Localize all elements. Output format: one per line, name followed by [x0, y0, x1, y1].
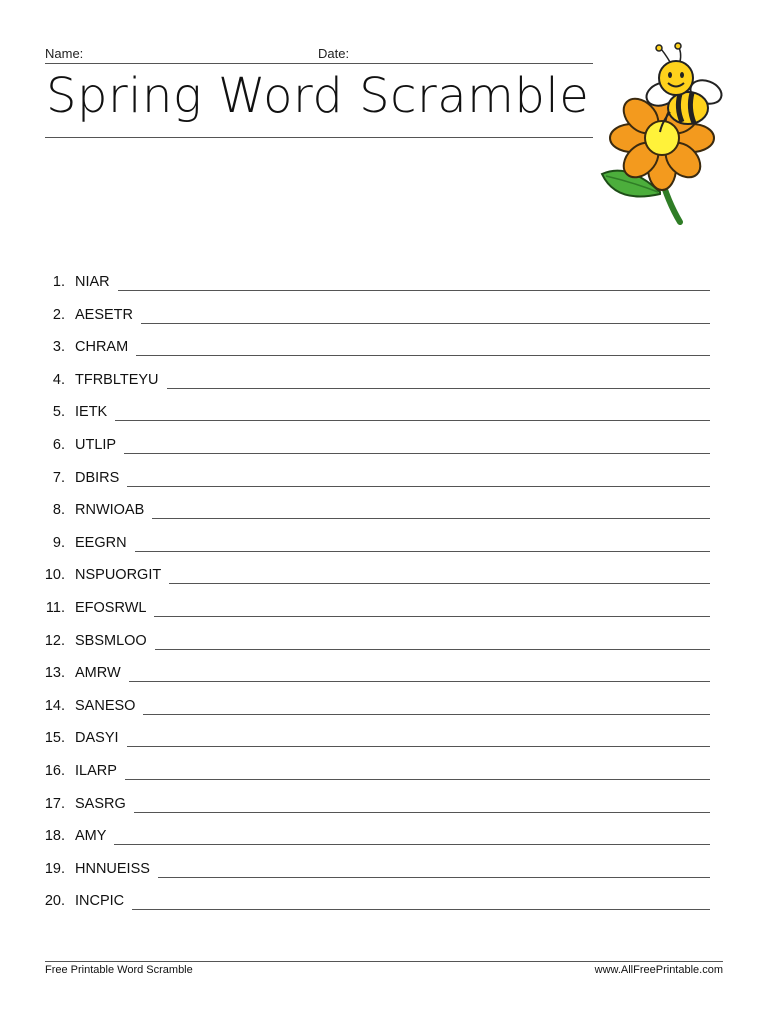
answer-line[interactable] — [143, 713, 710, 715]
list-item — [0, 456, 768, 488]
scrambled-word: INCPIC — [75, 893, 125, 910]
list-item — [0, 260, 768, 292]
scrambled-word: ILARP — [75, 763, 117, 779]
answer-line[interactable] — [125, 778, 710, 780]
answer-line[interactable] — [132, 908, 710, 910]
item-number: 8. — [52, 502, 65, 519]
date-label: Date: — [318, 46, 350, 61]
item-number: 3. — [52, 339, 65, 356]
answer-line[interactable] — [152, 517, 710, 519]
scrambled-word: HNNUEISS — [75, 860, 150, 877]
item-number: 13. — [44, 665, 65, 682]
item-number: 18. — [44, 828, 65, 845]
scrambled-word: SANESO — [75, 697, 136, 714]
answer-line[interactable] — [114, 843, 710, 845]
list-item — [0, 619, 768, 651]
answer-line[interactable] — [134, 811, 710, 813]
answer-line[interactable] — [167, 387, 710, 389]
answer-line[interactable] — [115, 419, 710, 421]
list-item — [0, 716, 768, 748]
item-number: 5. — [52, 404, 65, 421]
scrambled-word: NSPUORGIT — [75, 567, 162, 584]
answer-line[interactable] — [135, 550, 710, 552]
item-number: 1. — [52, 274, 65, 290]
answer-line[interactable] — [141, 322, 710, 324]
answer-line[interactable] — [127, 485, 710, 487]
answer-line[interactable] — [136, 354, 710, 356]
answer-line[interactable] — [169, 582, 710, 584]
bee-on-flower-icon — [598, 42, 726, 226]
item-number: 9. — [52, 534, 65, 551]
scrambled-word: TFRBLTEYU — [75, 371, 159, 388]
list-item — [0, 390, 768, 422]
item-number: 20. — [44, 893, 65, 910]
item-number: 11. — [45, 600, 65, 616]
item-number: 15. — [44, 730, 65, 747]
footer-website-link[interactable]: www.AllFreePrintable.com — [594, 964, 723, 976]
scrambled-word: AMY — [75, 828, 107, 845]
scrambled-word: EEGRN — [75, 534, 127, 551]
scrambled-word: UTLIP — [75, 437, 117, 453]
name-label: Name: — [45, 46, 84, 61]
list-item — [0, 684, 768, 716]
answer-line[interactable] — [129, 680, 710, 682]
list-item — [0, 521, 768, 553]
scrambled-word: SBSMLOO — [75, 632, 147, 649]
list-item — [0, 847, 768, 879]
list-item — [0, 749, 768, 781]
list-item — [0, 782, 768, 814]
scrambled-word: RNWIOAB — [75, 502, 145, 519]
list-item — [0, 553, 768, 585]
scrambled-word: DASYI — [75, 730, 119, 747]
item-number: 4. — [52, 371, 65, 388]
title-underline — [45, 137, 593, 138]
list-item — [0, 358, 768, 390]
item-number: 14. — [44, 697, 65, 714]
list-item — [0, 488, 768, 520]
answer-line[interactable] — [127, 745, 710, 747]
answer-line[interactable] — [118, 289, 710, 291]
scrambled-word: CHRAM — [75, 339, 129, 356]
scrambled-word: AMRW — [75, 665, 121, 682]
item-number: 19. — [44, 860, 65, 877]
footer-divider — [45, 961, 723, 962]
scrambled-word: SASRG — [75, 795, 126, 812]
item-number: 16. — [44, 763, 65, 779]
page-title: Spring Word Scramble — [46, 68, 590, 124]
footer-left-text: Free Printable Word Scramble — [45, 964, 193, 976]
item-number: 17. — [44, 795, 65, 812]
answer-line[interactable] — [154, 615, 710, 617]
answer-line[interactable] — [155, 648, 710, 650]
list-item — [0, 879, 768, 911]
answer-line[interactable] — [124, 452, 710, 454]
list-item — [0, 325, 768, 357]
item-number: 2. — [52, 306, 65, 323]
name-date-line[interactable] — [45, 63, 593, 64]
list-item — [0, 814, 768, 846]
scrambled-word: IETK — [75, 404, 108, 421]
item-number: 6. — [52, 437, 65, 453]
scrambled-word: AESETR — [75, 306, 134, 323]
answer-line[interactable] — [158, 876, 710, 878]
list-item — [0, 651, 768, 683]
list-item — [0, 586, 768, 618]
item-number: 7. — [52, 469, 65, 486]
scrambled-word: DBIRS — [75, 469, 120, 486]
scrambled-word: EFOSRWL — [75, 600, 147, 616]
list-item — [0, 293, 768, 325]
item-number: 12. — [44, 632, 65, 649]
scrambled-word: NIAR — [75, 274, 110, 290]
item-number: 10. — [44, 567, 65, 584]
list-item — [0, 423, 768, 455]
